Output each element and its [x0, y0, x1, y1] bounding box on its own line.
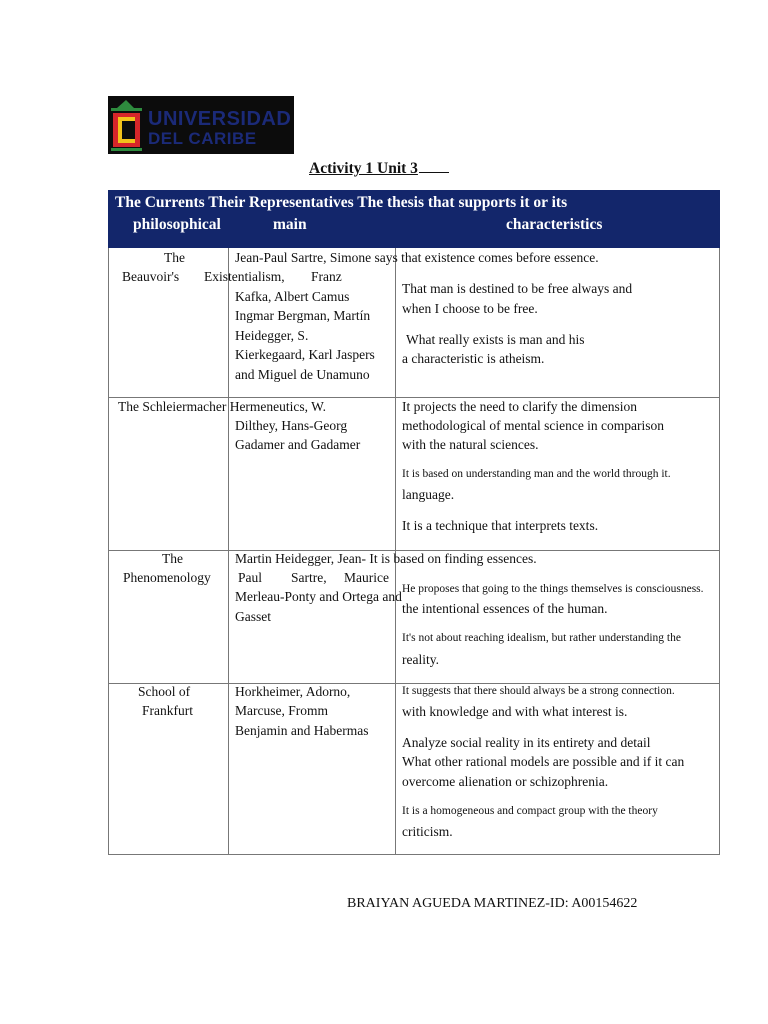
representatives: Paul: [238, 570, 263, 585]
representatives: Sartre,: [291, 570, 327, 585]
representatives: Marcuse, Fromm: [235, 703, 328, 718]
representatives: Dilthey, Hans-Georg: [235, 418, 348, 433]
thesis-text: Analyze social reality in its entirety and detail: [402, 735, 651, 750]
thesis-text: methodological of mental science in comparison: [402, 418, 665, 433]
representatives: Heidegger, S.: [235, 328, 309, 343]
thesis-text: What really exists is man and his: [406, 332, 585, 347]
thesis-text: when I choose to be free.: [402, 301, 538, 316]
title-underline: [419, 158, 449, 173]
current-name: Beauvoir's: [122, 269, 180, 284]
thesis-text: It suggests that there should always be a strong connection.: [402, 685, 675, 697]
representatives: Jean-Paul Sartre, Simone says that existence comes before essence.: [235, 250, 599, 265]
representatives: Kierkegaard, Karl Jaspers: [235, 347, 375, 362]
table-row: [108, 684, 720, 855]
student-signature: BRAIYAN AGUEDA MARTINEZ-ID: A00154622: [347, 896, 638, 911]
thesis-text: It projects the need to clarify the dimension: [402, 399, 638, 414]
thesis-text: a characteristic is atheism.: [402, 351, 545, 366]
thesis-text: It is a homogeneous and compact group with the theory: [402, 805, 658, 817]
table-row: [108, 551, 720, 684]
thesis-text: He proposes that going to the things themselves is consciousness.: [402, 583, 704, 595]
header-row1: The Currents Their Representatives The thesis that supports it or its: [115, 194, 568, 211]
current-name: The: [164, 250, 185, 265]
column-divider: [395, 248, 396, 397]
column-divider: [395, 398, 396, 550]
representatives: Benjamin and Habermas: [235, 723, 369, 738]
thesis-text: It is based on understanding man and the world through it.: [402, 468, 671, 480]
column-divider: [228, 684, 229, 854]
column-divider: [228, 551, 229, 683]
representatives: Maurice: [344, 570, 389, 585]
column-divider: [395, 551, 396, 683]
table-header: [108, 190, 720, 248]
logo-line1: UNIVERSIDAD: [148, 108, 292, 130]
thesis-text: language.: [402, 487, 455, 502]
representatives: Merleau-Ponty and Ortega and: [235, 589, 402, 604]
thesis-text: overcome alienation or schizophrenia.: [402, 774, 609, 789]
column-divider: [395, 684, 396, 854]
current-name: School of: [138, 684, 191, 699]
table-row: [108, 248, 720, 398]
current-name: The Schleiermacher Hermeneutics, W.: [118, 399, 327, 414]
table-row: [108, 398, 720, 551]
thesis-text: with the natural sciences.: [402, 437, 539, 452]
representatives: Martin Heidegger, Jean- It is based on finding essences.: [235, 551, 537, 566]
current-name: Franz: [311, 269, 342, 284]
thesis-text: the intentional essences of the human.: [402, 601, 608, 616]
thesis-text: What other rational models are possible and if it can: [402, 754, 685, 769]
page-title: [309, 158, 449, 178]
header-philosophical: philosophical: [133, 216, 221, 233]
thesis-text: reality.: [402, 652, 439, 667]
representatives: Horkheimer, Adorno,: [235, 684, 351, 699]
current-name: Frankfurt: [142, 703, 193, 718]
current-name: Existentialism,: [204, 269, 285, 284]
current-name: Phenomenology: [123, 570, 211, 585]
thesis-text: with knowledge and with what interest is.: [402, 704, 628, 719]
thesis-text: It is a technique that interprets texts.: [402, 518, 599, 533]
title-text: Activity 1 Unit 3: [309, 160, 418, 177]
thesis-text: criticism.: [402, 824, 453, 839]
logo-line2: DEL CARIBE: [148, 129, 257, 148]
header-main: main: [273, 216, 307, 233]
representatives: Ingmar Bergman, Martín: [235, 308, 371, 323]
thesis-text: That man is destined to be free always and: [402, 281, 633, 296]
header-characteristics: characteristics: [506, 216, 603, 233]
university-logo: [108, 96, 294, 154]
representatives: Kafka, Albert Camus: [235, 289, 350, 304]
representatives: Gadamer and Gadamer: [235, 437, 361, 452]
current-name: The: [162, 551, 183, 566]
representatives: Gasset: [235, 609, 271, 624]
currents-table: [108, 190, 720, 855]
representatives: and Miguel de Unamuno: [235, 367, 370, 382]
column-divider: [228, 398, 229, 550]
thesis-text: It's not about reaching idealism, but rather understanding the: [402, 632, 681, 644]
